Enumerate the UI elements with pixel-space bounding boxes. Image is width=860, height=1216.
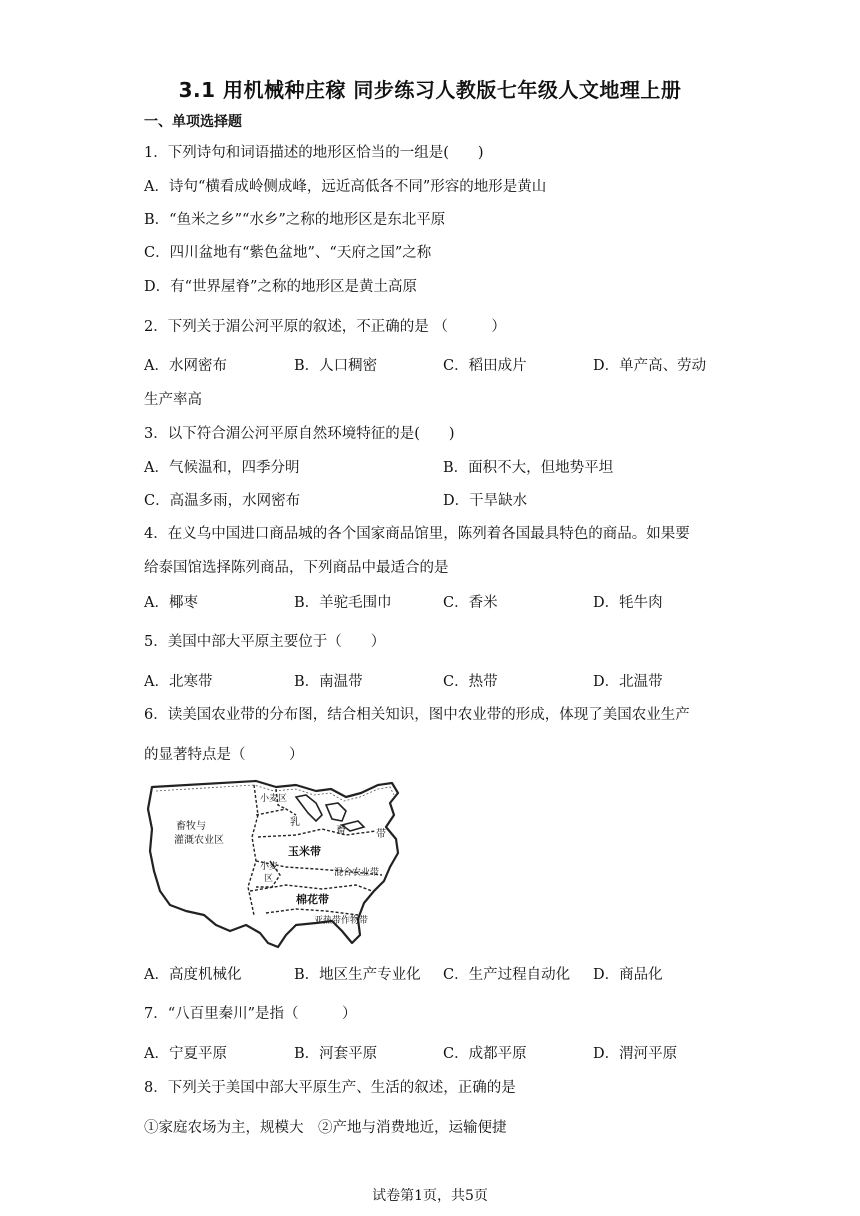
map-label-dairy-3: 带 xyxy=(376,829,386,840)
q3-option-a[interactable]: A．气候温和，四季分明 xyxy=(144,460,300,476)
q3-option-d[interactable]: D．干旱缺水 xyxy=(443,493,528,509)
q1-stem: 1．下列诗句和词语描述的地形区恰当的一组是( ) xyxy=(144,145,484,161)
q6-option-b[interactable]: B．地区生产专业化 xyxy=(294,967,421,983)
q5-option-a[interactable]: A．北寒带 xyxy=(144,674,213,690)
q1-option-a[interactable]: A．诗句“横看成岭侧成峰，远近高低各不同”形容的地形是黄山 xyxy=(144,179,547,195)
q6-stem-line1: 6．读美国农业带的分布图，结合相关知识，图中农业带的形成，体现了美国农业生产 xyxy=(144,707,690,723)
q2-option-c[interactable]: C．稻田成片 xyxy=(443,358,527,374)
q2-option-d-continued: 生产率高 xyxy=(144,392,202,408)
map-label-dairy-1: 乳 xyxy=(290,817,300,828)
q5-stem: 5．美国中部大平原主要位于（ ） xyxy=(144,634,386,650)
q7-option-a[interactable]: A．宁夏平原 xyxy=(144,1046,227,1062)
map-label-winter-wheat-2: 区 xyxy=(264,874,274,884)
q4-option-b[interactable]: B．羊驼毛围巾 xyxy=(294,595,392,611)
q2-option-a[interactable]: A．水网密布 xyxy=(144,358,227,374)
section-heading: 一、单项选择题 xyxy=(144,114,242,130)
map-label-ranching-2: 灌溉农业区 xyxy=(174,835,224,846)
q4-stem-line2: 给泰国馆选择陈列商品，下列商品中最适合的是 xyxy=(144,560,449,576)
q1-option-b[interactable]: B．“鱼米之乡”“水乡”之称的地形区是东北平原 xyxy=(144,212,446,228)
q4-option-c[interactable]: C．香米 xyxy=(443,595,498,611)
q6-option-c[interactable]: C．生产过程自动化 xyxy=(443,967,571,983)
map-label-spring-wheat: 小麦区 xyxy=(260,794,288,804)
q8-statement-line: ①家庭农场为主，规模大 ②产地与消费地近，运输便捷 xyxy=(144,1120,507,1136)
q6-option-a[interactable]: A．高度机械化 xyxy=(144,967,242,983)
q1-option-c[interactable]: C．四川盆地有“紫色盆地”、“天府之国”之称 xyxy=(144,245,432,261)
map-label-cotton: 棉花带 xyxy=(296,893,329,906)
q4-option-d[interactable]: D．牦牛肉 xyxy=(593,595,663,611)
q2-stem: 2．下列关于湄公河平原的叙述，不正确的是 （ ） xyxy=(144,319,506,335)
map-label-ranching: 畜牧与 xyxy=(176,821,206,832)
q1-option-d[interactable]: D．有“世界屋脊”之称的地形区是黄土高原 xyxy=(144,279,417,295)
q4-option-a[interactable]: A．椰枣 xyxy=(144,595,198,611)
q7-option-b[interactable]: B．河套平原 xyxy=(294,1046,378,1062)
map-label-corn: 玉米带 xyxy=(288,845,321,858)
us-agriculture-belt-map xyxy=(146,775,408,950)
map-label-dairy-2: 畜 xyxy=(336,825,346,836)
q7-option-c[interactable]: C．成都平原 xyxy=(443,1046,527,1062)
q6-option-d[interactable]: D．商品化 xyxy=(593,967,663,983)
q3-stem: 3．以下符合湄公河平原自然环境特征的是( ) xyxy=(144,426,455,442)
q7-option-d[interactable]: D．渭河平原 xyxy=(593,1046,678,1062)
q7-stem: 7．“八百里秦川”是指（ ） xyxy=(144,1006,357,1022)
q3-option-b[interactable]: B．面积不大，但地势平坦 xyxy=(443,460,614,476)
page-title: 3.1 用机械种庄稼 同步练习人教版七年级人文地理上册 xyxy=(178,78,682,102)
q2-option-d[interactable]: D．单产高、劳动 xyxy=(593,358,707,374)
q3-option-c[interactable]: C．高温多雨，水网密布 xyxy=(144,493,301,509)
q5-option-d[interactable]: D．北温带 xyxy=(593,674,663,690)
q8-stem: 8．下列关于美国中部大平原生产、生活的叙述，正确的是 xyxy=(144,1080,516,1096)
map-label-mixed: 混合农业带 xyxy=(334,868,380,878)
q5-option-c[interactable]: C．热带 xyxy=(443,674,498,690)
q4-stem-line1: 4．在义乌中国进口商品城的各个国家商品馆里，陈列着各国最具特色的商品。如果要 xyxy=(144,526,690,542)
q2-option-b[interactable]: B．人口稠密 xyxy=(294,358,378,374)
page-footer: 试卷第1页，共5页 xyxy=(372,1188,488,1204)
q6-stem-line2: 的显著特点是（ ） xyxy=(144,747,304,763)
map-label-winter-wheat-1: 小麦 xyxy=(260,862,279,872)
map-label-subtropical: 亚热带作物带 xyxy=(314,916,369,926)
q5-option-b[interactable]: B．南温带 xyxy=(294,674,363,690)
